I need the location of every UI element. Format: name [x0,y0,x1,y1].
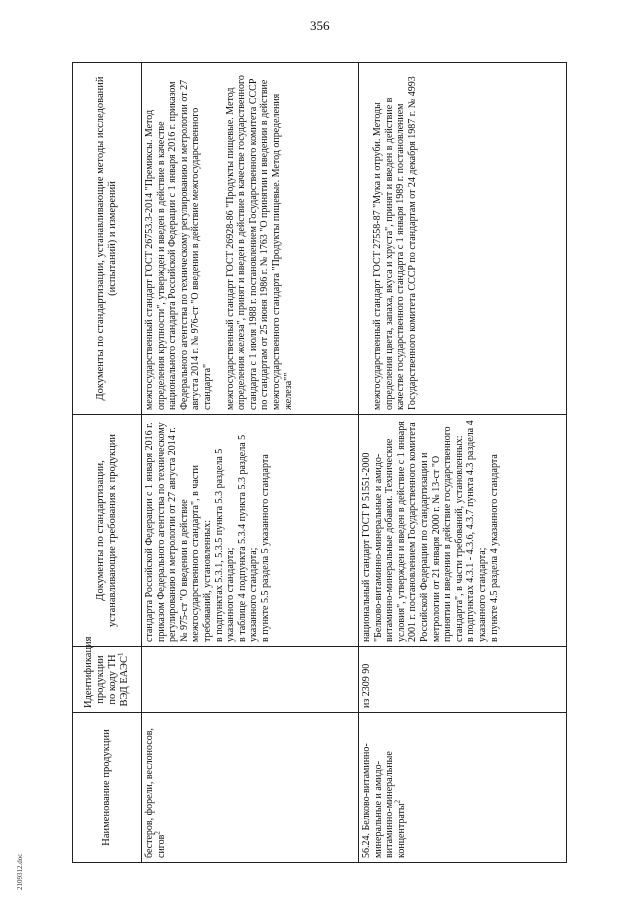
page-number: 356 [310,18,330,33]
header-code: Идентификация продукции по коду ТН ВЭД ЕАЭС$^1$ [73,647,142,713]
requirement-text: в подпунктах 4.3.1 - 4.3.6, 4.3.7 пункта 4.3 раздела 4 указанного стандарта; [465,420,488,642]
code-cell: из 2309 90 [359,647,567,713]
product-name-cell: бестеров, форели, веслоносов, сигов$^2$ [142,713,359,863]
product-name-cell: 56.24. Белково-витаминно-минеральные и амидо-витаминно-минеральные концентраты$^2$ [359,713,567,863]
methods-cell [359,63,567,415]
header-requirements: Документы по стандартизации, устанавливающие требования к продукции [73,415,142,647]
method-text: межгосударственный стандарт ГОСТ 26928-86 "Продукты пищевые. Метод определения железа", принят и введен в действие в качестве государственного стандарта с 1 июля 1988 г. постановлением Государственного комитета СССР по стандартам от 25 июня 1986 г. № 1763 "О принятии и введении в действие межгосударственного стандарта "Продукты пищевые. Метод определения железа"" [224,75,294,410]
requirements-cell [142,415,359,647]
code-cell [142,647,359,713]
standards-table [72,62,567,863]
method-text: межгосударственный стандарт ГОСТ 27558-87 "Мука и отруби. Методы определения цвета, запаха, вкуса и хруста", принят и введен в действие в качестве государственного стандарта с 1 января 1989 г. постановлением Государственного комитета СССР по стандартам от 24 декабря 1987 г. № 4993 [372,76,418,410]
requirements-cell [359,415,567,647]
requirement-text: национальный стандарт ГОСТ Р 51551-2000 "Белково-витаминно-минеральные и амидо-витаминно-минеральные добавки. Технические условия", утвержден и введен в действие с 1 января 2001 г. постановлением Государственного комитета Российской Федерации по стандартизации и метрологии от 21 января 2000 г. № 13-ст "О принятии и введении в действие государственного стандарта", в части требований, установленных: [361,421,465,642]
requirement-text: в пункте 5.5 раздела 5 указанного стандарта [259,454,271,642]
requirement-text: стандарта Российской Федерации с 1 января 2016 г. приказом Федерального агентства по техническому регулированию и метрологии от 27 августа 2014 г. № 975-ст "О введении в действие межгосударственного стандарта", в части требований, установленных: [144,422,213,642]
table-header-row [73,63,142,863]
table-row [142,63,359,863]
methods-cell [142,63,359,415]
document-id: 2109312.doc [16,853,24,890]
table-row [359,63,567,863]
requirement-text: в таблице 4 подпункта 5.3.4 пункта 5.3 раздела 5 указанного стандарта; [236,434,260,642]
requirement-text: в пункте 4.5 раздела 4 указанного стандарта [488,454,500,642]
header-product-name: Наименование продукции [73,713,142,863]
header-methods: Документы по стандартизации, устанавливающие методы исследований (испытаний) и измерений [73,63,142,415]
method-text: межгосударственный стандарт ГОСТ 26753.3-2014 "Премиксы. Метод определения крупности", утвержден и введен в действие в качестве национального стандарта Российской Федерации с 1 января 2016 г. приказом Федерального агентства по техническому регулированию и метрологии от 27 августа 2014 г. № 976-ст "О введении в действие межгосударственного стандарта" [144,79,213,410]
rotated-table-container [72,63,568,863]
requirement-text: в подпунктах 5.3.1, 5.3.5 пункта 5.3 раздела 5 указанного стандарта; [213,448,237,642]
